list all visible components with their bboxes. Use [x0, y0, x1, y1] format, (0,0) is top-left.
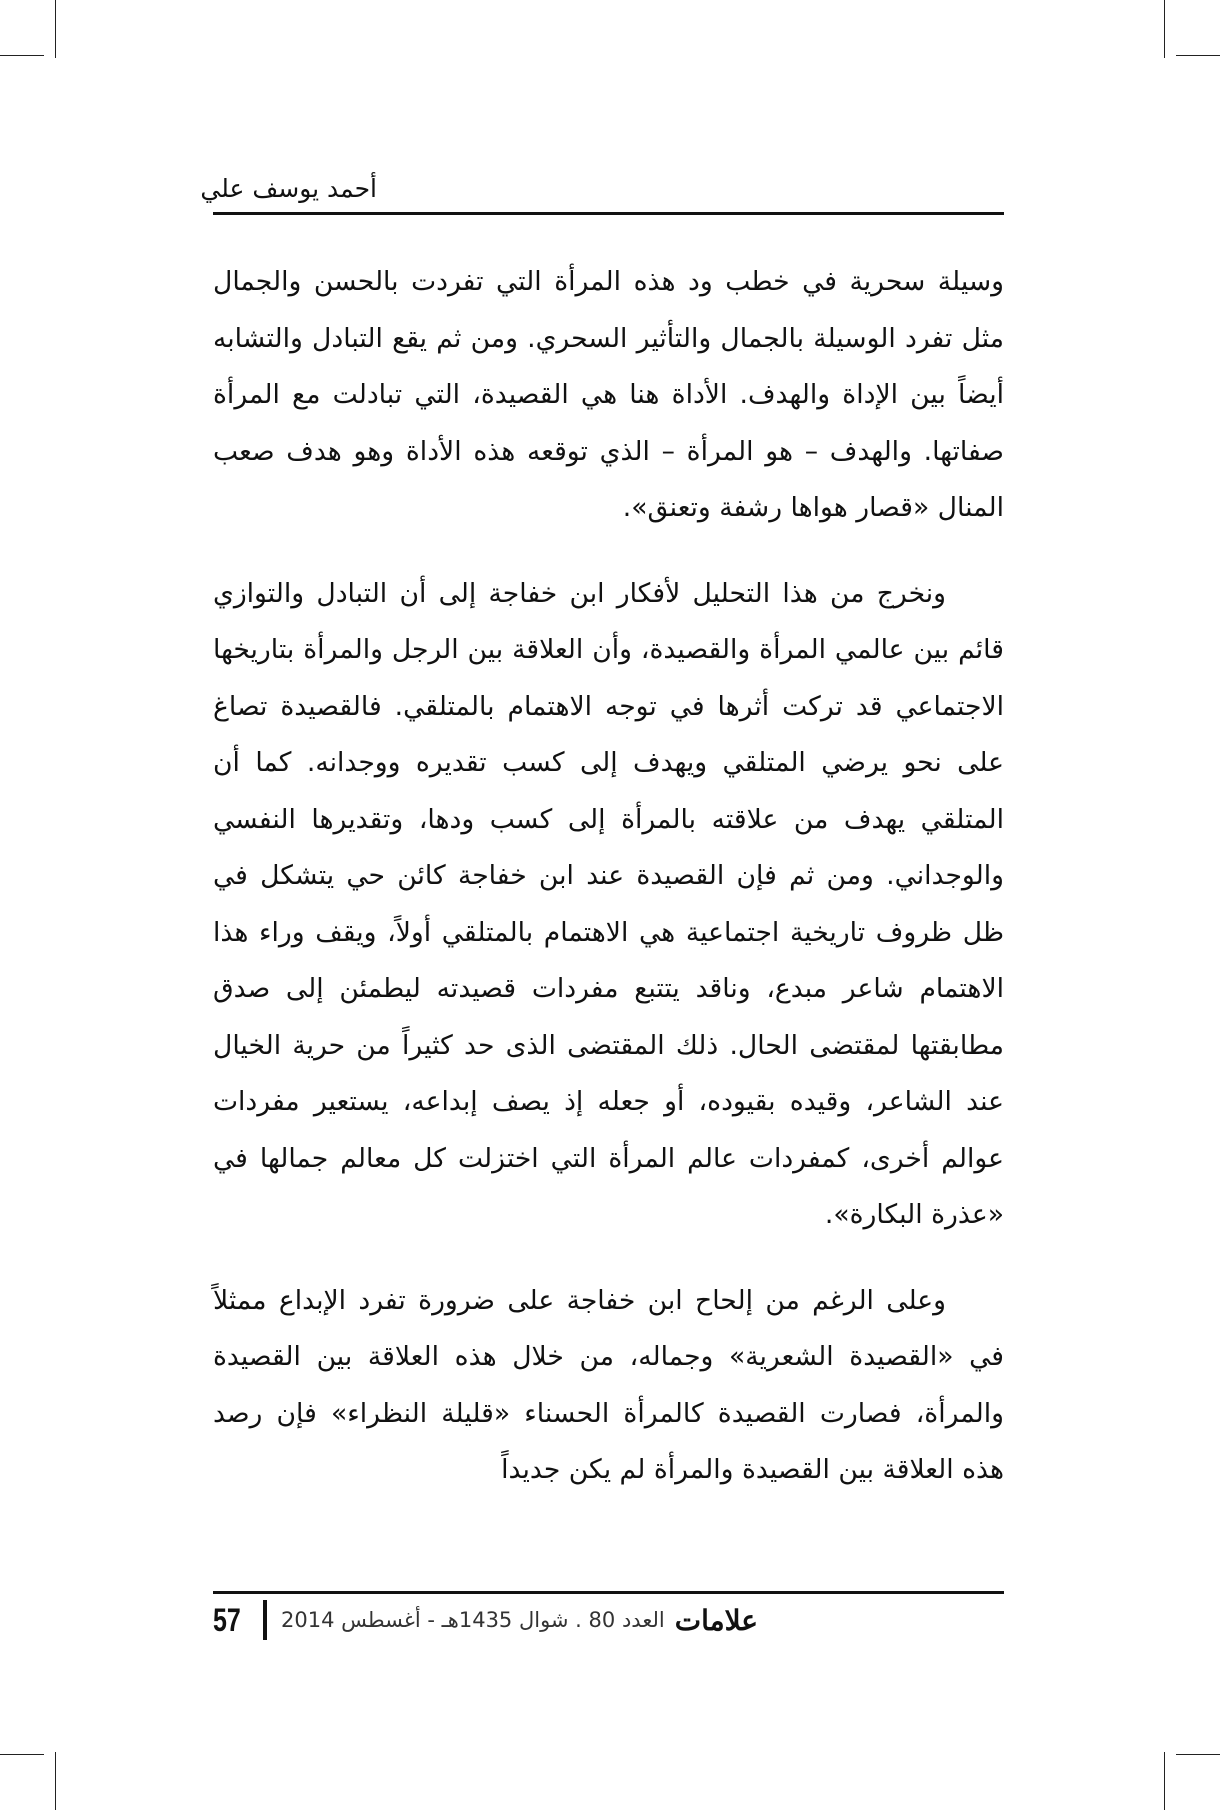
paragraph-3: وعلى الرغم من إلحاح ابن خفاجة على ضرورة تفرد الإبداع ممثلاً في «القصيدة الشعرية» وجماله، من خلال هذه العلاقة بين القصيدة والمرأة، فصارت القصيدة كالمرأة الحسناء «قليلة النظراء» فإن رصد هذه العلاقة بين القصيدة والمرأة لم يكن جديداً	[213, 1284, 1004, 1485]
article-body	[213, 254, 1004, 1528]
footer-divider	[263, 1600, 267, 1640]
crop-mark	[55, 0, 56, 58]
page-number: 57	[213, 1601, 241, 1638]
crop-mark	[1176, 55, 1220, 56]
paragraph-2: ونخرج من هذا التحليل لأفكار ابن خفاجة إلى أن التبادل والتوازي قائم بين عالمي المرأة والقصيدة، وأن العلاقة بين الرجل والمرأة بتاريخها الاجتماعي قد تركت أثرها في توجه الاهتمام بالمتلقي. فالقصيدة تصاغ على نحو يرضي المتلقي ويهدف إلى كسب تقديره ووجدانه. كما أن المتلقي يهدف من علاقته بالمرأة إلى كسب ودها، وتقديرها النفسي والوجداني. ومن ثم فإن القصيدة عند ابن خفاجة كائن حي يتشكل في ظل ظروف تاريخية اجتماعية هي الاهتمام بالمتلقي أولاً، ويقف وراء هذا الاهتمام شاعر مبدع، وناقد يتتبع مفردات قصيدته ليطمئن إلى صدق مطابقتها لمقتضى الحال. ذلك المقتضى الذى حد كثيراً من حرية الخيال عند الشاعر، وقيده بقيوده، أو جعله إذ يصف إبداعه، يستعير مفردات عوالم أخرى، كمفردات عالم المرأة التي اختزلت كل معالم جمالها في «عذرة البكارة».	[213, 577, 1004, 1230]
crop-mark	[1164, 1752, 1165, 1810]
paragraph-1: وسيلة سحرية في خطب ود هذه المرأة التي تفردت بالحسن والجمال مثل تفرد الوسيلة بالجمال والتأثير السحري. ومن ثم يقع التبادل والتشابه أيضاً بين الإداة والهدف. الأداة هنا هي القصيدة، التي تبادلت مع المرأة صفاتها. والهدف – هو المرأة – الذي توقعه هذه الأداة وهو هدف صعب المنال «قصار هواها رشفة وتعنق».	[213, 266, 1004, 523]
page-footer	[213, 1596, 863, 1644]
crop-mark	[1164, 0, 1165, 58]
running-header-author: أحمد يوسف علي	[200, 174, 377, 203]
journal-logo: علامات	[674, 1603, 759, 1637]
crop-mark	[0, 55, 44, 56]
crop-mark	[1176, 1754, 1220, 1755]
header-rule	[213, 212, 1004, 215]
crop-mark	[0, 1754, 44, 1755]
footer-rule	[213, 1591, 1004, 1594]
issue-info: العدد 80 . شوال 1435هـ - أغسطس 2014	[281, 1608, 665, 1632]
crop-mark	[55, 1752, 56, 1810]
